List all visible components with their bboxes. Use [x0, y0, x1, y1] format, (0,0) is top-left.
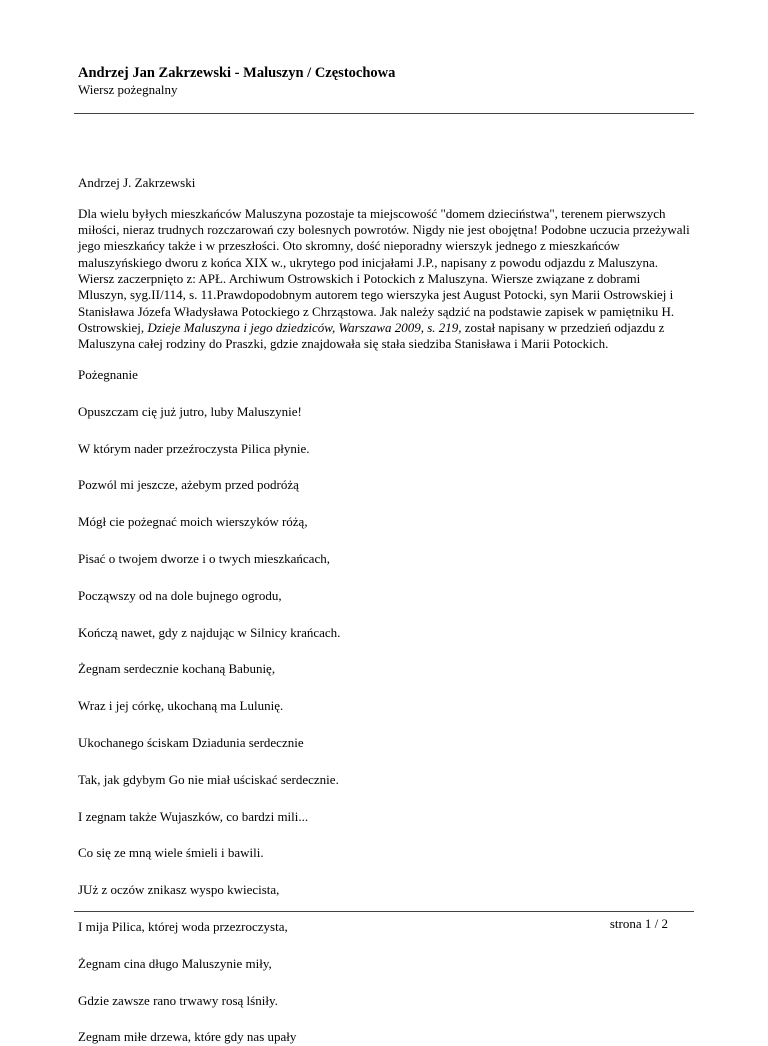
- verse-line: Opuszczam cię już jutro, luby Maluszynie!: [78, 403, 302, 419]
- verse-line: Ukochanego ściskam Dziadunia serdecznie: [78, 734, 304, 750]
- verse-line: Pozwól mi jeszcze, ażebym przed podróżą: [78, 477, 299, 493]
- intro-text-end: został napisany w przedzień odjazdu z Maluszyna całej rodziny do Praszki, gdzie znajdowała się stała siedziba Stanisława i Marii Potockich.: [78, 319, 665, 352]
- document-subtitle: Wiersz pożegnalny: [78, 82, 178, 97]
- verse-line: Pisać o twojem dworze i o twych mieszkańcach,: [78, 550, 330, 566]
- page-number: strona 1 / 2: [609, 916, 668, 931]
- verse-line: Mógł cie pożegnać moich wierszyków różą,: [78, 514, 308, 530]
- intro-paragraph: [78, 206, 690, 353]
- document-title: Andrzej Jan Zakrzewski - Maluszyn / Częstochowa: [78, 65, 396, 81]
- intro-text: Dla wielu byłych mieszkańców Maluszyna pozostaje ta miejscowość "domem dzieciństwa", terenem pierwszych miłości, nieraz trudnych rozczarowań czy bolesnych powrotów. Nigdy nie jest obojętna! Podobne uczucia przeżywali jego mieszkańcy także i w przeszłości. Oto skromny, dość nieporadny wierszyk jednego z mieszkańców maluszyńskiego dworu z końca XIX w., ukrytego pod inicjałami J.P., napisany z powodu odjazdu z Maluszyna. Wiersz zaczerpnięto z: APŁ. Archiwum Ostrowskich i Potockich z Maluszyna. Wiersze związane z dobrami Mluszyn, syg.II/114, s. 11.Prawdopodobnym autorem tego wierszyka jest August Potocki, syn Marii Ostrowskiej i Stanisława Józefa Władysława Potockiego z Chrząstowa. Jak należy sądzić na podstawie zapisek w pamiętniku H. Ostrowskiej,: [78, 205, 690, 335]
- verse-line: Wraz i jej córkę, ukochaną ma Lulunię.: [78, 698, 284, 714]
- document-header: [78, 64, 690, 98]
- verse-line: Zegnam miłe drzewa, które gdy nas upały: [78, 1029, 297, 1045]
- footer-divider: [74, 911, 694, 912]
- verse-line: Gdzie zawsze rano trwawy rosą lśniły.: [78, 992, 278, 1008]
- verse-line: Żegnam serdecznie kochaną Babunię,: [78, 661, 276, 677]
- verse-line: I mija Pilica, której woda przezroczysta,: [78, 918, 288, 934]
- intro-citation: Dzieje Maluszyna i jego dziedziców, Warszawa 2009, s. 219,: [147, 319, 462, 335]
- poem-title: Pożegnanie: [78, 366, 138, 382]
- verse-line: Co się ze mną wiele śmieli i bawili.: [78, 845, 264, 861]
- document-body: [78, 175, 690, 1046]
- verse-line: W którym nader przeźroczysta Pilica płynie.: [78, 440, 310, 456]
- verse-line: I zegnam także Wujaszków, co bardzi mili...: [78, 808, 309, 824]
- verse-line: Kończą nawet, gdy z najdując w Silnicy krańcach.: [78, 624, 341, 640]
- verse-line: Począwszy od na dole bujnego ogrodu,: [78, 587, 282, 603]
- verse-line: Żegnam cina długo Maluszynie miły,: [78, 955, 272, 971]
- verse-line: Tak, jak gdybym Go nie miał uściskać serdecznie.: [78, 771, 339, 787]
- verse-line: JUż z oczów znikasz wyspo kwiecista,: [78, 882, 280, 898]
- header-divider: [74, 113, 694, 114]
- author-line: Andrzej J. Zakrzewski: [78, 175, 196, 190]
